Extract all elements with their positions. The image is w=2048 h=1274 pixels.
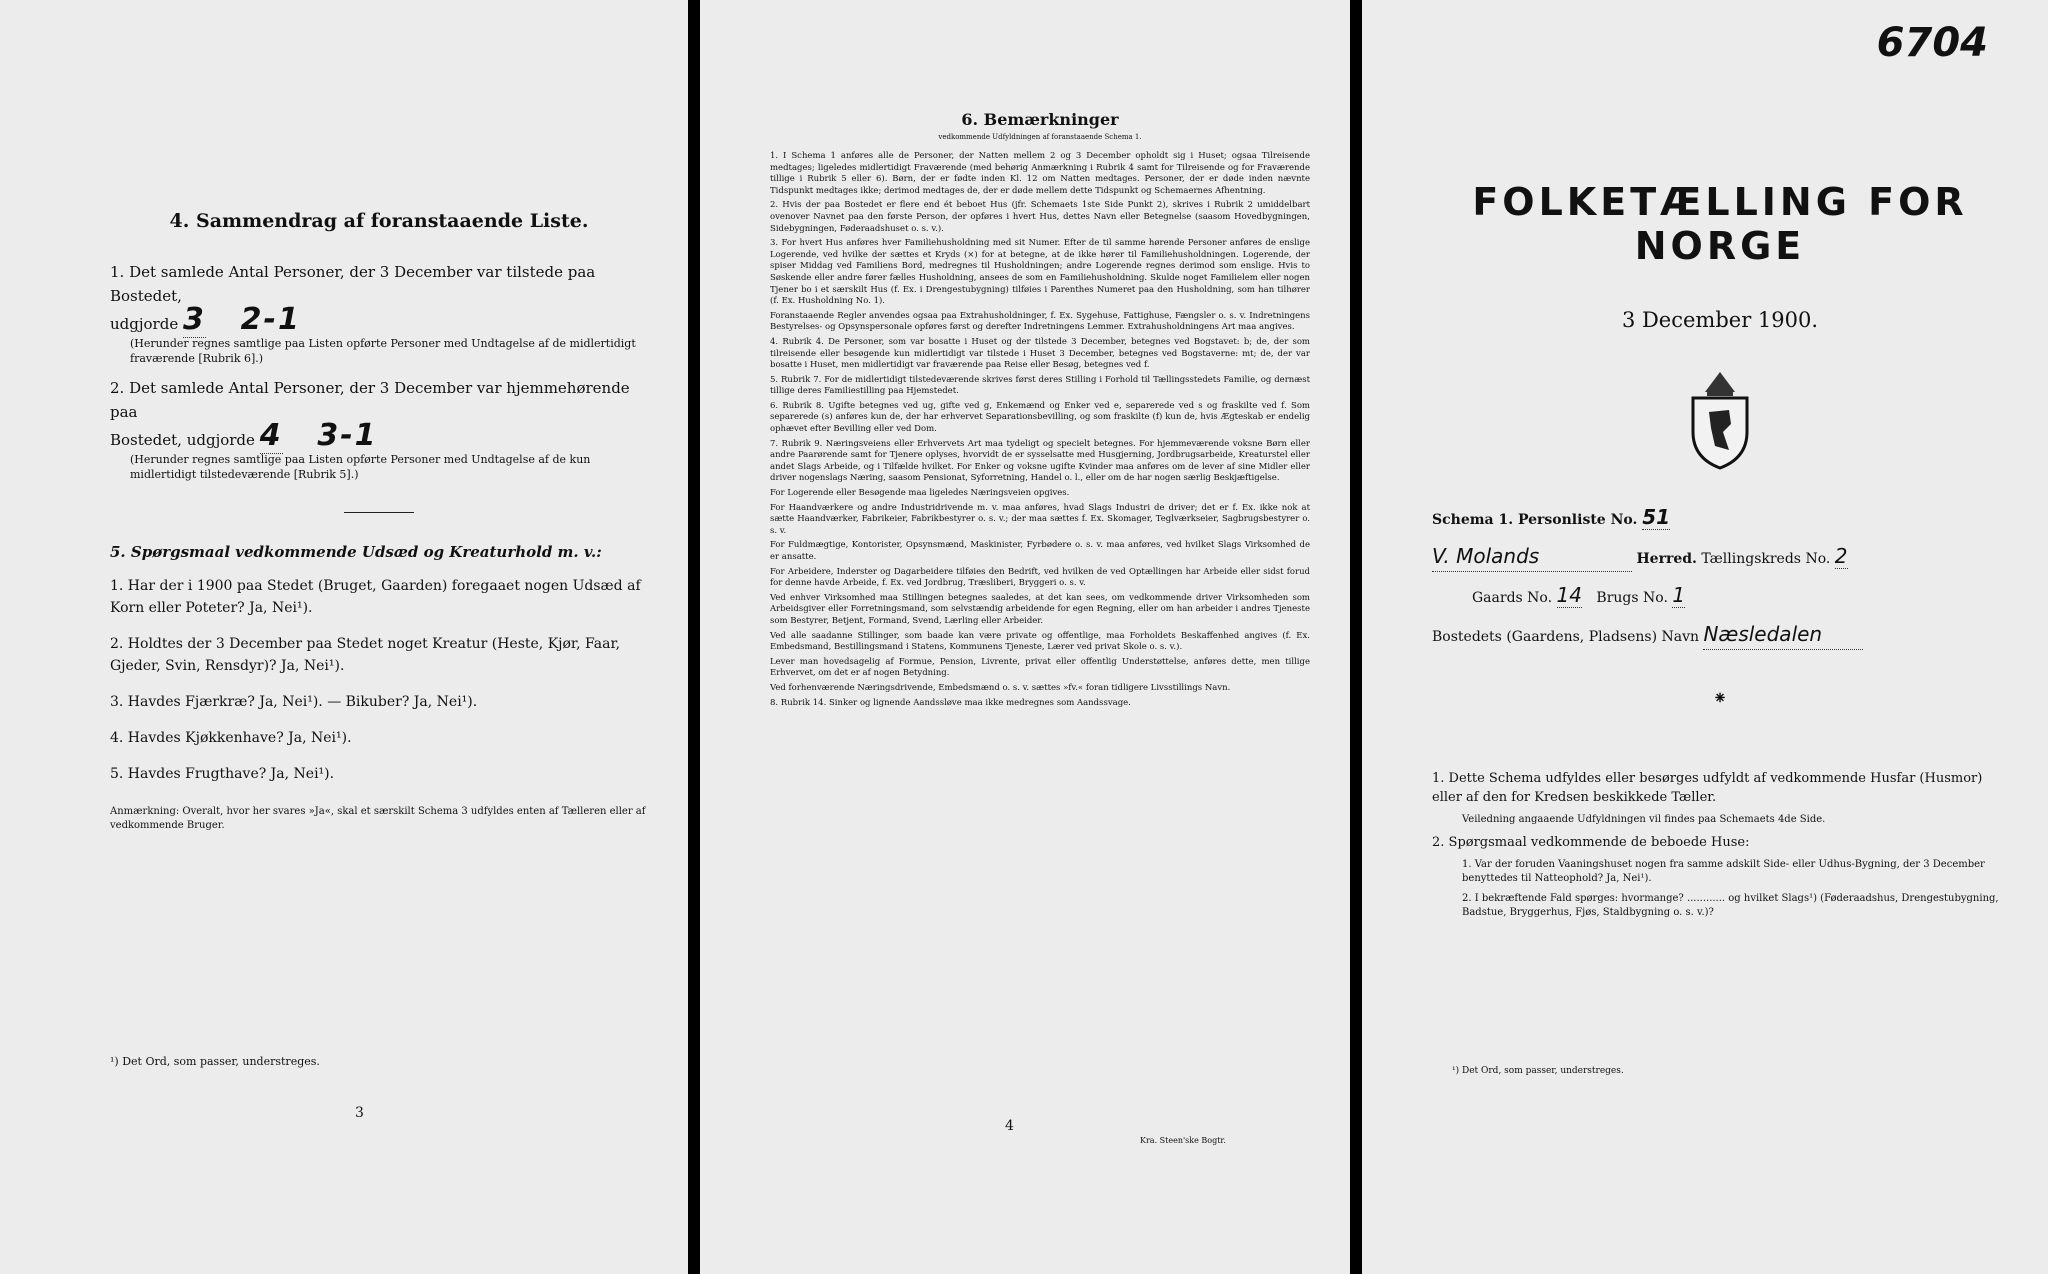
census-date: 3 December 1900.	[1621, 308, 1819, 332]
remark-item: Lever man hovedsagelig af Formue, Pension, Livrente, privat eller offentlig Understøttelse, anføres dette, men tillige Erhvervet, om det er af nogen Betydning.	[770, 656, 1310, 679]
question-2-value-2: 3-1	[317, 418, 378, 453]
question-1-note: (Herunder regnes samtlige paa Listen opførte Personer med Undtagelse af de midlertidigt fraværende [Rubrik 6].)	[130, 337, 636, 365]
remark-item: For Fuldmægtige, Kontorister, Opsynsmænd, Maskinister, Fyrbødere o. s. v. maa anføres, ved hvilket Slags Virksomhed de er ansatte.	[770, 540, 1310, 562]
schema-label: Schema 1. Personliste No.	[1432, 512, 1638, 528]
annotation-note: Anmærkning: Overalt, hvor her svares »Ja«, skal et særskilt Schema 3 udfyldes enten af Tælleren eller af vedkommende Bruger.	[110, 806, 646, 831]
coat-of-arms-icon	[1685, 362, 1755, 472]
instruction-1-note: Veiledning angaaende Udfyldningen vil findes paa Schemaets 4de Side.	[1462, 814, 1826, 825]
section-5-question-4: 4. Havdes Kjøkkenhave? Ja, Nei¹).	[110, 730, 352, 746]
remark-item: 3. For hvert Hus anføres hver Familiehusholdning med sit Numer. Efter de til samme hørende Personer anføres de enslige Logerende, ved hvilke der sættes et Kryds (×) for at betegne, at de ikke hører til Familiehusholdningen. Logerende, der spiser Middag ved Familiens Bord, medregnes til Husholdningen; andre Logerende regnes derimod som enslige. Hvis to Søskende eller andre fører fælles Husholdning, ansees de som en Familiehusholdning. Skulde noget Familielem eller nogen Tjener bo i et særskilt Hus (f. Ex. i Drengestubygning) tilføies i Parenthes Numeret paa den Husholdning, som han tilhører (f. Ex. Husholdning No. 1).	[770, 238, 1310, 307]
remark-item: 7. Rubrik 9. Næringsveiens eller Erhvervets Art maa tydeligt og specielt betegnes. For hjemmeværende voksne Børn eller andre Paarørende samt for Tjenere oplyses, hvorvidt de er sysselsatte med Husgjerning, Jordbrugsarbeide, Kreaturstel eller andet Slags Arbeide, og i Tilfælde hvilket. For Enker og voksne ugifte Kvinder maa anføres om de lever af sine Midler eller driver nogenslags Næring, saasom Pensionat, Syforretning, Handel o. l., eller om de har nogen særlig Beskjæftigelse.	[770, 438, 1310, 484]
printer-mark: Kra. Steen'ske Bogtr.	[1140, 1136, 1226, 1145]
brugs-label: Brugs No.	[1596, 590, 1668, 606]
remark-item: Foranstaaende Regler anvendes ogsaa paa Extrahusholdninger, f. Ex. Sygehuse, Fattighuse, Fængsler o. s. v. Indretningens Bestyrelses- og Opsynspersonale opføres først og derefter Indretningens Lemmer. Extrahusholdningens Art maa angives.	[770, 310, 1310, 333]
gaards-value: 14	[1556, 583, 1582, 607]
instruction-2-question-2: 2. I bekræftende Fald spørges: hvormange? ............ og hvilket Slags¹) (Føderaadshus, Drengestubygning, Badstue, Bryggerhus, Fjøs, Staldbygning o. s. v.)?	[1462, 893, 1999, 918]
census-title: FOLKETÆLLING FOR NORGE	[1472, 180, 1968, 268]
gaards-label: Gaards No.	[1472, 590, 1553, 606]
page-left	[0, 0, 688, 1274]
question-1-value-1: 3	[182, 302, 206, 337]
footnote: ¹) Det Ord, som passer, understreges.	[1452, 1066, 1624, 1076]
herred-value: V. Molands	[1432, 541, 1632, 572]
brugs-value: 1	[1672, 583, 1686, 607]
remarks-subtitle: vedkommende Udfyldningen af foranstaaende Schema 1.	[938, 133, 1142, 141]
instruction-2: 2. Spørgsmaal vedkommende de beboede Huse:	[1432, 835, 1750, 850]
archive-number: 6704	[1876, 20, 1988, 66]
remarks-list	[770, 151, 1310, 709]
remark-item: 5. Rubrik 7. For de midlertidigt tilstedeværende skrives først deres Stilling i Forhold til Tællingsstedets Familie, og dernæst tillige deres Familiestilling paa Hjemstedet.	[770, 374, 1310, 397]
section-4-title: 4. Sammendrag af foranstaaende Liste.	[169, 210, 589, 232]
herred-label: Herred.	[1636, 551, 1697, 567]
question-2-text: 2. Det samlede Antal Personer, der 3 December var hjemmehørende paa	[110, 379, 630, 421]
divider	[344, 512, 414, 513]
remark-item: Ved enhver Virksomhed maa Stillingen betegnes saaledes, at det kan sees, om vedkommende driver Virksomheden som Arbeidsgiver eller Forretningsmand, som selvstændig arbeidende for egen Regning, eller om han arbeider i andres Tjeneste som Bestyrer, Betjent, Formand, Svend, Lærling eller Arbeider.	[770, 592, 1310, 626]
question-1-value-2: 2-1	[240, 302, 301, 337]
krets-value: 2	[1834, 544, 1848, 568]
question-2-answer	[110, 418, 648, 453]
remark-item: Ved alle saadanne Stillinger, som baade kan være private og offentlige, maa Forholdets Beskaffenhed angives (f. Ex. Embedsmand, Bestillingsmand i Statens, Kommunens Tjeneste, Lærer ved privat Skole o. s. v.).	[770, 630, 1310, 653]
page-middle	[700, 0, 1350, 1274]
remark-item: 4. Rubrik 4. De Personer, som var bosatte i Huset og der tilstede 3 December, betegnes ved Bogstavet: b; de, der som tilreisende eller besøgende kun midlertidigt var tilstede i Huset 3 December, betegnes ved Bogstaverne: mt; de, der var bosatte i Huset, men midlertidigt var fraværende paa Reise eller Besøg, betegnes ved f.	[770, 336, 1310, 371]
question-1-text: 1. Det samlede Antal Personer, der 3 December var tilstede paa Bostedet,	[110, 263, 596, 305]
remark-item: 8. Rubrik 14. Sinker og lignende Aandssløve maa ikke medregnes som Aandssvage.	[770, 697, 1131, 708]
bosted-value: Næsledalen	[1703, 619, 1863, 650]
remark-item: 1. I Schema 1 anføres alle de Personer, der Natten mellem 2 og 3 December opholdt sig i Huset; ogsaa Tilreisende medtages; ligeledes midlertidigt Fraværende (med behørig Anmærkning i Rubrik 4 samt for Tilreisende og for Fraværende tillige i Rubrik 5 eller 6). Børn, der er fødte inden Kl. 12 om Natten medtages. Personer, der er døde inden nævnte Tidspunkt medtages ikke; derimod medtages de, der er døde mellem dette Tidspunkt og Schemaernes Afhentning.	[770, 151, 1310, 196]
krets-label: Tællingskreds No.	[1701, 551, 1831, 567]
question-2-label: Bostedet, udgjorde	[110, 431, 255, 449]
section-5-question-5: 5. Havdes Frugthave? Ja, Nei¹).	[110, 766, 335, 782]
section-5-question-2: 2. Holdtes der 3 December paa Stedet noget Kreatur (Heste, Kjør, Faar, Gjeder, Svin, Rensdyr)? Ja, Nei¹).	[110, 636, 621, 674]
instruction-2-question-1: 1. Var der foruden Vaaningshuset nogen fra samme adskilt Side- eller Udhus-Bygning, der 3 December benyttedes til Natteophold? Ja, Nei¹).	[1462, 859, 1985, 884]
question-2-note: (Herunder regnes samtlige paa Listen opførte Personer med Undtagelse af de kun midlertidigt tilstedeværende [Rubrik 5].)	[130, 453, 591, 481]
ornament-icon: ⁕	[1712, 688, 1728, 709]
page-number: 3	[355, 1105, 364, 1121]
question-2-value-1: 4	[259, 418, 283, 453]
remark-item: 6. Rubrik 8. Ugifte betegnes ved ug, gifte ved g, Enkemænd og Enker ved e, separerede ved s og fraskilte ved f. Som separerede (s) anføres kun de, der har erhvervet Separationsbevilling, og som fraskilte (f) kun de, hvis Ægteskab er endelig ophævet efter Bevilling eller ved Dom.	[770, 400, 1310, 435]
remark-item: Ved forhenværende Næringsdrivende, Embedsmænd o. s. v. sættes »fv.« foran tidligere Livsstillings Navn.	[770, 682, 1231, 693]
remarks-title: 6. Bemærkninger	[961, 110, 1119, 129]
gaards-line	[1432, 580, 2008, 613]
section-5-title: 5. Spørgsmaal vedkommende Udsæd og Kreaturhold m. v.:	[110, 543, 602, 561]
page-number: 4	[1005, 1118, 1014, 1134]
bosted-line	[1432, 619, 2008, 652]
remark-item: For Haandværkere og andre Industridrivende m. v. maa anføres, hvad Slags Industri de driver; det er f. Ex. ikke nok at sætte Haandværker, Fabrikeier, Fabrikbestyrer o. s. v.; der maa sættes f. Ex. Skomager, Teglværkseier, Sagbrugsbestyrer o. s. v.	[770, 502, 1310, 536]
question-1-label: udgjorde	[110, 315, 179, 333]
remark-item: 2. Hvis der paa Bostedet er flere end ét beboet Hus (jfr. Schemaets 1ste Side Punkt 2), skrives i Rubrik 2 umiddelbart ovenover Navnet paa den første Person, der opføres i hvert Hus, dettes Navn eller Betegnelse (saasom Hovedbygningen, Sidebygningen, Føderaadshuset o. s. v.).	[770, 200, 1310, 234]
bosted-label: Bostedets (Gaardens, Pladsens) Navn	[1432, 629, 1700, 645]
footnote: ¹) Det Ord, som passer, understreges.	[110, 1055, 320, 1068]
remark-item: For Arbeidere, Inderster og Dagarbeidere tilføies den Bedrift, ved hvilken de ved Optællingen har Arbeide eller sidst forud for denne havde Arbeide, f. Ex. ved Jordbrug, Træsliberi, Bryggeri o. s. v.	[770, 566, 1310, 589]
personliste-number: 51	[1642, 505, 1671, 529]
section-5-question-3: 3. Havdes Fjærkræ? Ja, Nei¹). — Bikuber? Ja, Nei¹).	[110, 694, 478, 710]
schema-line	[1432, 502, 2008, 535]
question-1-answer	[110, 302, 648, 337]
herred-line	[1432, 541, 2008, 574]
remark-item: For Logerende eller Besøgende maa ligeledes Næringsveien opgives.	[770, 488, 1070, 499]
instruction-1: 1. Dette Schema udfyldes eller besørges udfyldt af vedkommende Husfar (Husmor) eller af den for Kredsen beskikkede Tæller.	[1432, 771, 1983, 805]
page-right	[1362, 0, 2048, 1274]
section-5-question-1: 1. Har der i 1900 paa Stedet (Bruget, Gaarden) foregaaet nogen Udsæd af Korn eller Poteter? Ja, Nei¹).	[110, 578, 641, 616]
